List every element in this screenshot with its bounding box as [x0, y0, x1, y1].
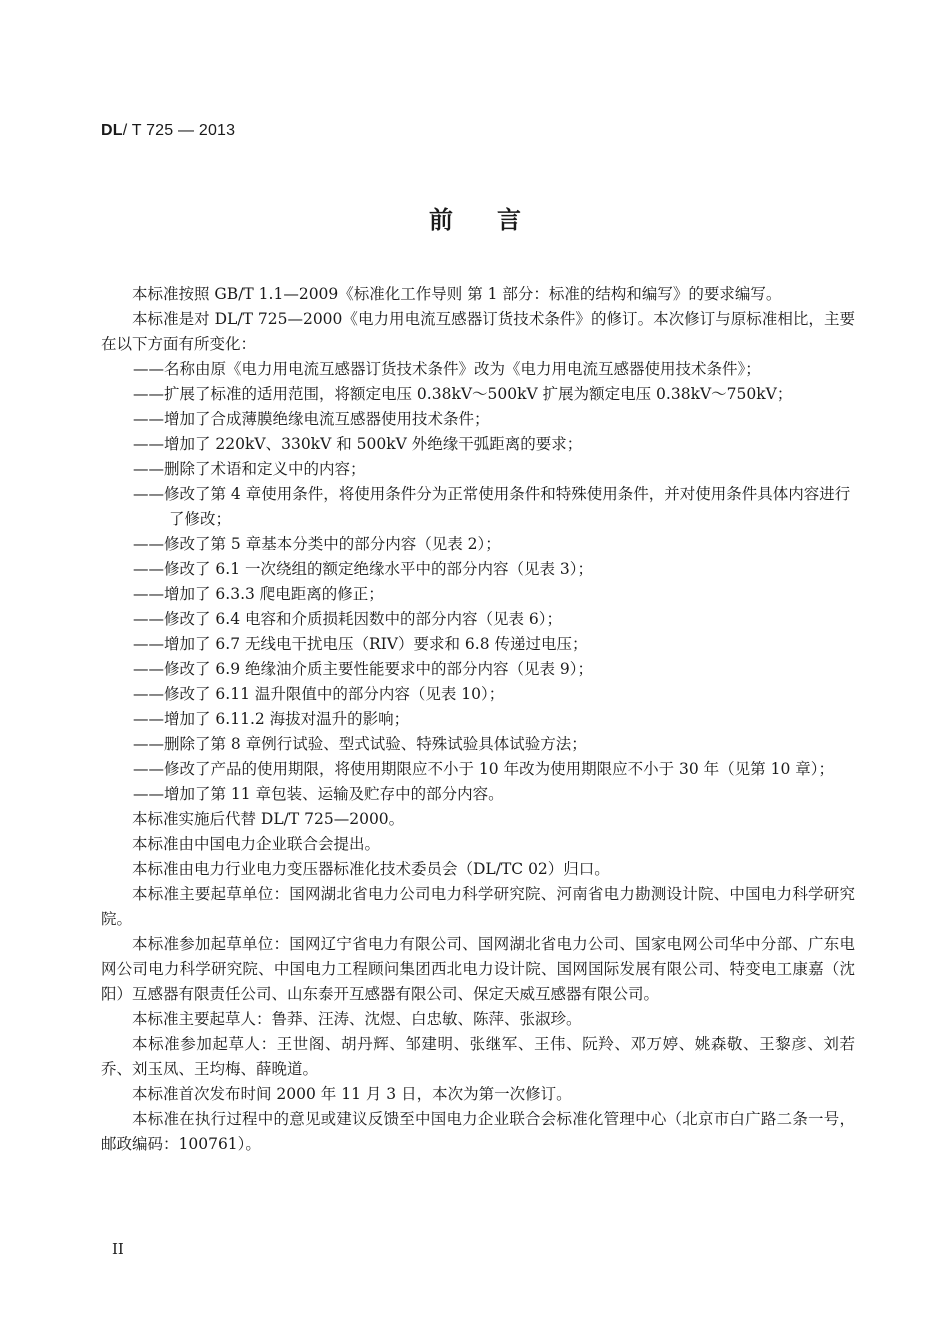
closing-paragraph: 本标准参加起草单位：国网辽宁省电力有限公司、国网湖北省电力公司、国家电网公司华中分部、广东电网公司电力科学研究院、中国电力工程顾问集团西北电力设计院、国网国际发展有限公司、特变电工康嘉（沈阳）互感器有限责任公司、山东泰开互感器有限公司、保定天威互感器有限公司。	[101, 935, 855, 1003]
document-body	[101, 282, 855, 1157]
intro-paragraph: 本标准是对 DL/T 725—2000《电力用电流互感器订货技术条件》的修订。本次修订与原标准相比，主要在以下方面有所变化：	[101, 310, 855, 353]
change-item: ——增加了 6.3.3 爬电距离的修正；	[133, 585, 384, 603]
change-item: ——增加了合成薄膜绝缘电流互感器使用技术条件；	[133, 410, 490, 428]
page-title: 前言	[429, 205, 565, 234]
intro-paragraph: 本标准按照 GB/T 1.1—2009《标准化工作导则 第 1 部分：标准的结构和编写》的要求编写。	[132, 285, 782, 303]
standard-code-rest: / T 725 — 2013	[122, 122, 236, 139]
closing-paragraph: 本标准在执行过程中的意见或建议反馈至中国电力企业联合会标准化管理中心（北京市白广路二条一号，邮政编码：100761）。	[101, 1110, 855, 1153]
change-item: ——增加了 6.11.2 海拔对温升的影响；	[133, 710, 410, 728]
change-item: ——修改了产品的使用期限，将使用期限应不小于 10 年改为使用期限应不小于 30 年（见第 10 章）；	[133, 760, 834, 778]
change-item: ——修改了 6.9 绝缘油介质主要性能要求中的部分内容（见表 9）；	[133, 660, 594, 678]
closing-paragraph: 本标准主要起草单位：国网湖北省电力公司电力科学研究院、河南省电力勘测设计院、中国电力科学研究院。	[101, 885, 855, 928]
closing-paragraph: 本标准参加起草人：王世阁、胡丹辉、邹建明、张继军、王伟、阮羚、邓万婷、姚森敬、王黎彦、刘若乔、刘玉凤、王均梅、薛晚道。	[101, 1035, 855, 1078]
change-item: ——名称由原《电力用电流互感器订货技术条件》改为《电力用电流互感器使用技术条件》；	[133, 360, 761, 378]
change-item: ——修改了第 5 章基本分类中的部分内容（见表 2）；	[133, 535, 501, 553]
closing-paragraph: 本标准首次发布时间 2000 年 11 月 3 日，本次为第一次修订。	[132, 1085, 572, 1103]
change-item: ——修改了 6.4 电容和介质损耗因数中的部分内容（见表 6）；	[133, 610, 563, 628]
change-item: ——删除了第 8 章例行试验、型式试验、特殊试验具体试验方法；	[133, 735, 587, 753]
closing-paragraph: 本标准实施后代替 DL/T 725—2000。	[132, 810, 405, 828]
change-item: ——增加了 220kV、330kV 和 500kV 外绝缘干弧距离的要求；	[133, 435, 583, 453]
closing-paragraph: 本标准由中国电力企业联合会提出。	[132, 835, 381, 853]
standard-code	[101, 122, 235, 140]
change-item: ——增加了 6.7 无线电干扰电压（RIV）要求和 6.8 传递过电压；	[133, 635, 588, 653]
change-item: ——删除了术语和定义中的内容；	[133, 460, 366, 478]
change-item: ——修改了第 4 章使用条件，将使用条件分为正常使用条件和特殊使用条件，并对使用条件具体内容进行了修改；	[133, 485, 851, 528]
change-item: ——扩展了标准的适用范围，将额定电压 0.38kV～500kV 扩展为额定电压 0.38kV～750kV；	[133, 385, 793, 403]
closing-paragraph: 本标准主要起草人：鲁莽、汪涛、沈煜、白忠敏、陈萍、张淑珍。	[132, 1010, 582, 1028]
closing-paragraph: 本标准由电力行业电力变压器标准化技术委员会（DL/TC 02）归口。	[132, 860, 610, 878]
change-item: ——修改了 6.1 一次绕组的额定绝缘水平中的部分内容（见表 3）；	[133, 560, 594, 578]
page-number: II	[112, 1240, 124, 1258]
change-item: ——增加了第 11 章包装、运输及贮存中的部分内容。	[133, 785, 504, 803]
standard-code-prefix: DL	[101, 122, 123, 139]
change-item: ——修改了 6.11 温升限值中的部分内容（见表 10）；	[133, 685, 505, 703]
